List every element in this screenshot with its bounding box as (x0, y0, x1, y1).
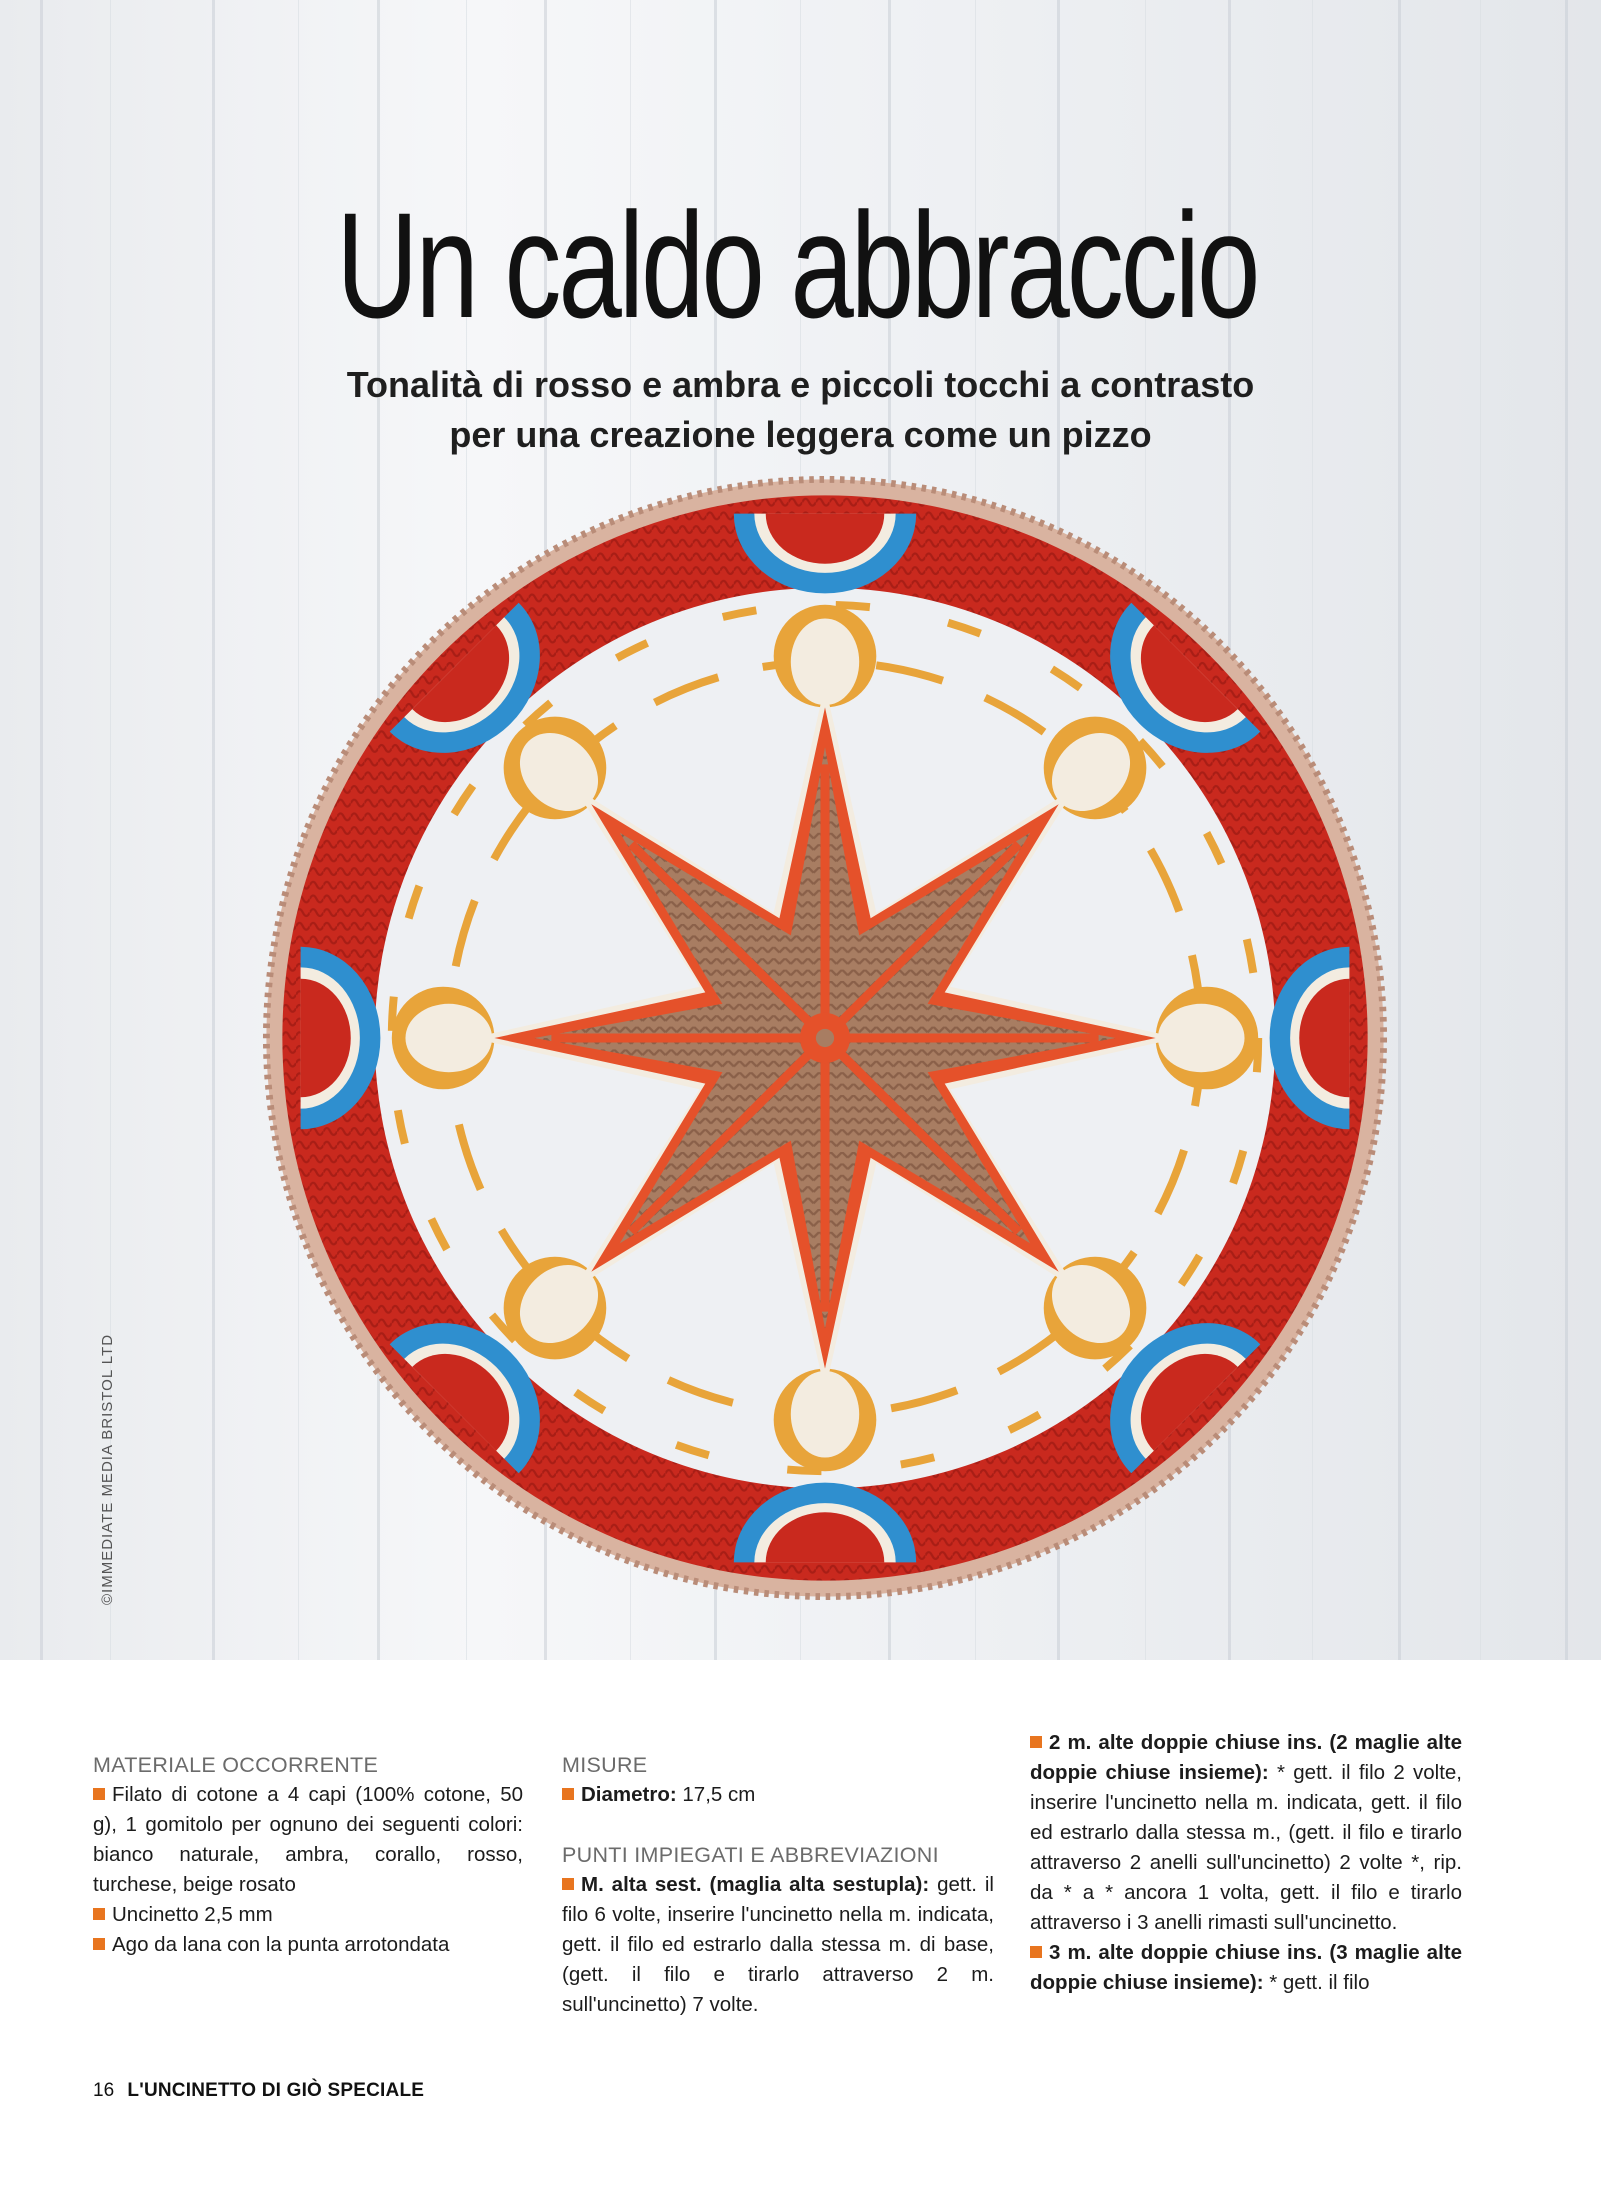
page-title: Un caldo abbraccio (336, 181, 1258, 349)
subtitle-line-1: Tonalità di rosso e ambra e piccoli tocchi a contrasto (346, 364, 1255, 405)
orange-bullet-icon (93, 1788, 105, 1800)
orange-bullet-icon (93, 1938, 105, 1950)
stitch-entry: 3 m. alte doppie chiuse ins. (3 maglie alte doppie chiuse insieme): * gett. il filo (1030, 1941, 1462, 1994)
stitches-heading: PUNTI IMPIEGATI E ABBREVIAZIONI (562, 1843, 939, 1867)
materials-item: Ago da lana con la punta arrotondata (93, 1930, 523, 1960)
orange-bullet-icon (562, 1788, 574, 1800)
orange-bullet-icon (1030, 1946, 1042, 1958)
orange-bullet-icon (1030, 1736, 1042, 1748)
crochet-doily-image (255, 468, 1395, 1608)
size-diameter: Diametro: 17,5 cm (562, 1780, 994, 1810)
stitch-entry: M. alta sest. (maglia alta sestupla): gett. il filo 6 volte, inserire l'uncinetto nella m. indicata, gett. il filo ed estrarlo dalla stessa m. di base, (gett. il filo e tirarlo attraverso 2 m. sull'uncinetto) 7 volte. (562, 1873, 994, 2016)
photo-credit: ©IMMEDIATE MEDIA BRISTOL LTD (99, 1333, 116, 1605)
sizes-stitches-column (562, 1750, 994, 2020)
stitch-entry: 2 m. alte doppie chiuse ins. (2 maglie alte doppie chiuse insieme): * gett. il filo 2 volte, inserire l'uncinetto nella m. indicata, gett. il filo ed estrarlo dalla stessa m., (gett. il filo e tirarlo attraverso 2 anelli sull'uncinetto) 2 volte *, rip. da * a * ancora 1 volta, gett. il filo e tirarlo attraverso i 3 anelli rimasti sull'uncinetto. (1030, 1731, 1462, 1934)
magazine-name: L'UNCINETTO DI GIÒ SPECIALE (127, 2080, 425, 2101)
orange-bullet-icon (562, 1878, 574, 1890)
materials-heading: MATERIALE OCCORRENTE (93, 1753, 379, 1777)
sizes-heading: MISURE (562, 1753, 648, 1777)
orange-bullet-icon (93, 1908, 105, 1920)
materials-item: Uncinetto 2,5 mm (93, 1900, 523, 1930)
materials-column (93, 1750, 523, 1960)
materials-item: Filato di cotone a 4 capi (100% cotone, 50 g), 1 gomitolo per ognuno dei seguenti colori: bianco naturale, ambra, corallo, rosso, turchese, beige rosato (93, 1783, 523, 1896)
page-number: 16 (93, 2080, 115, 2101)
page-footer (93, 2080, 424, 2102)
stitches-continued-column (1030, 1728, 1462, 1998)
subtitle-line-2: per una creazione leggera come un pizzo (449, 414, 1152, 455)
page-subtitle (0, 360, 1601, 460)
